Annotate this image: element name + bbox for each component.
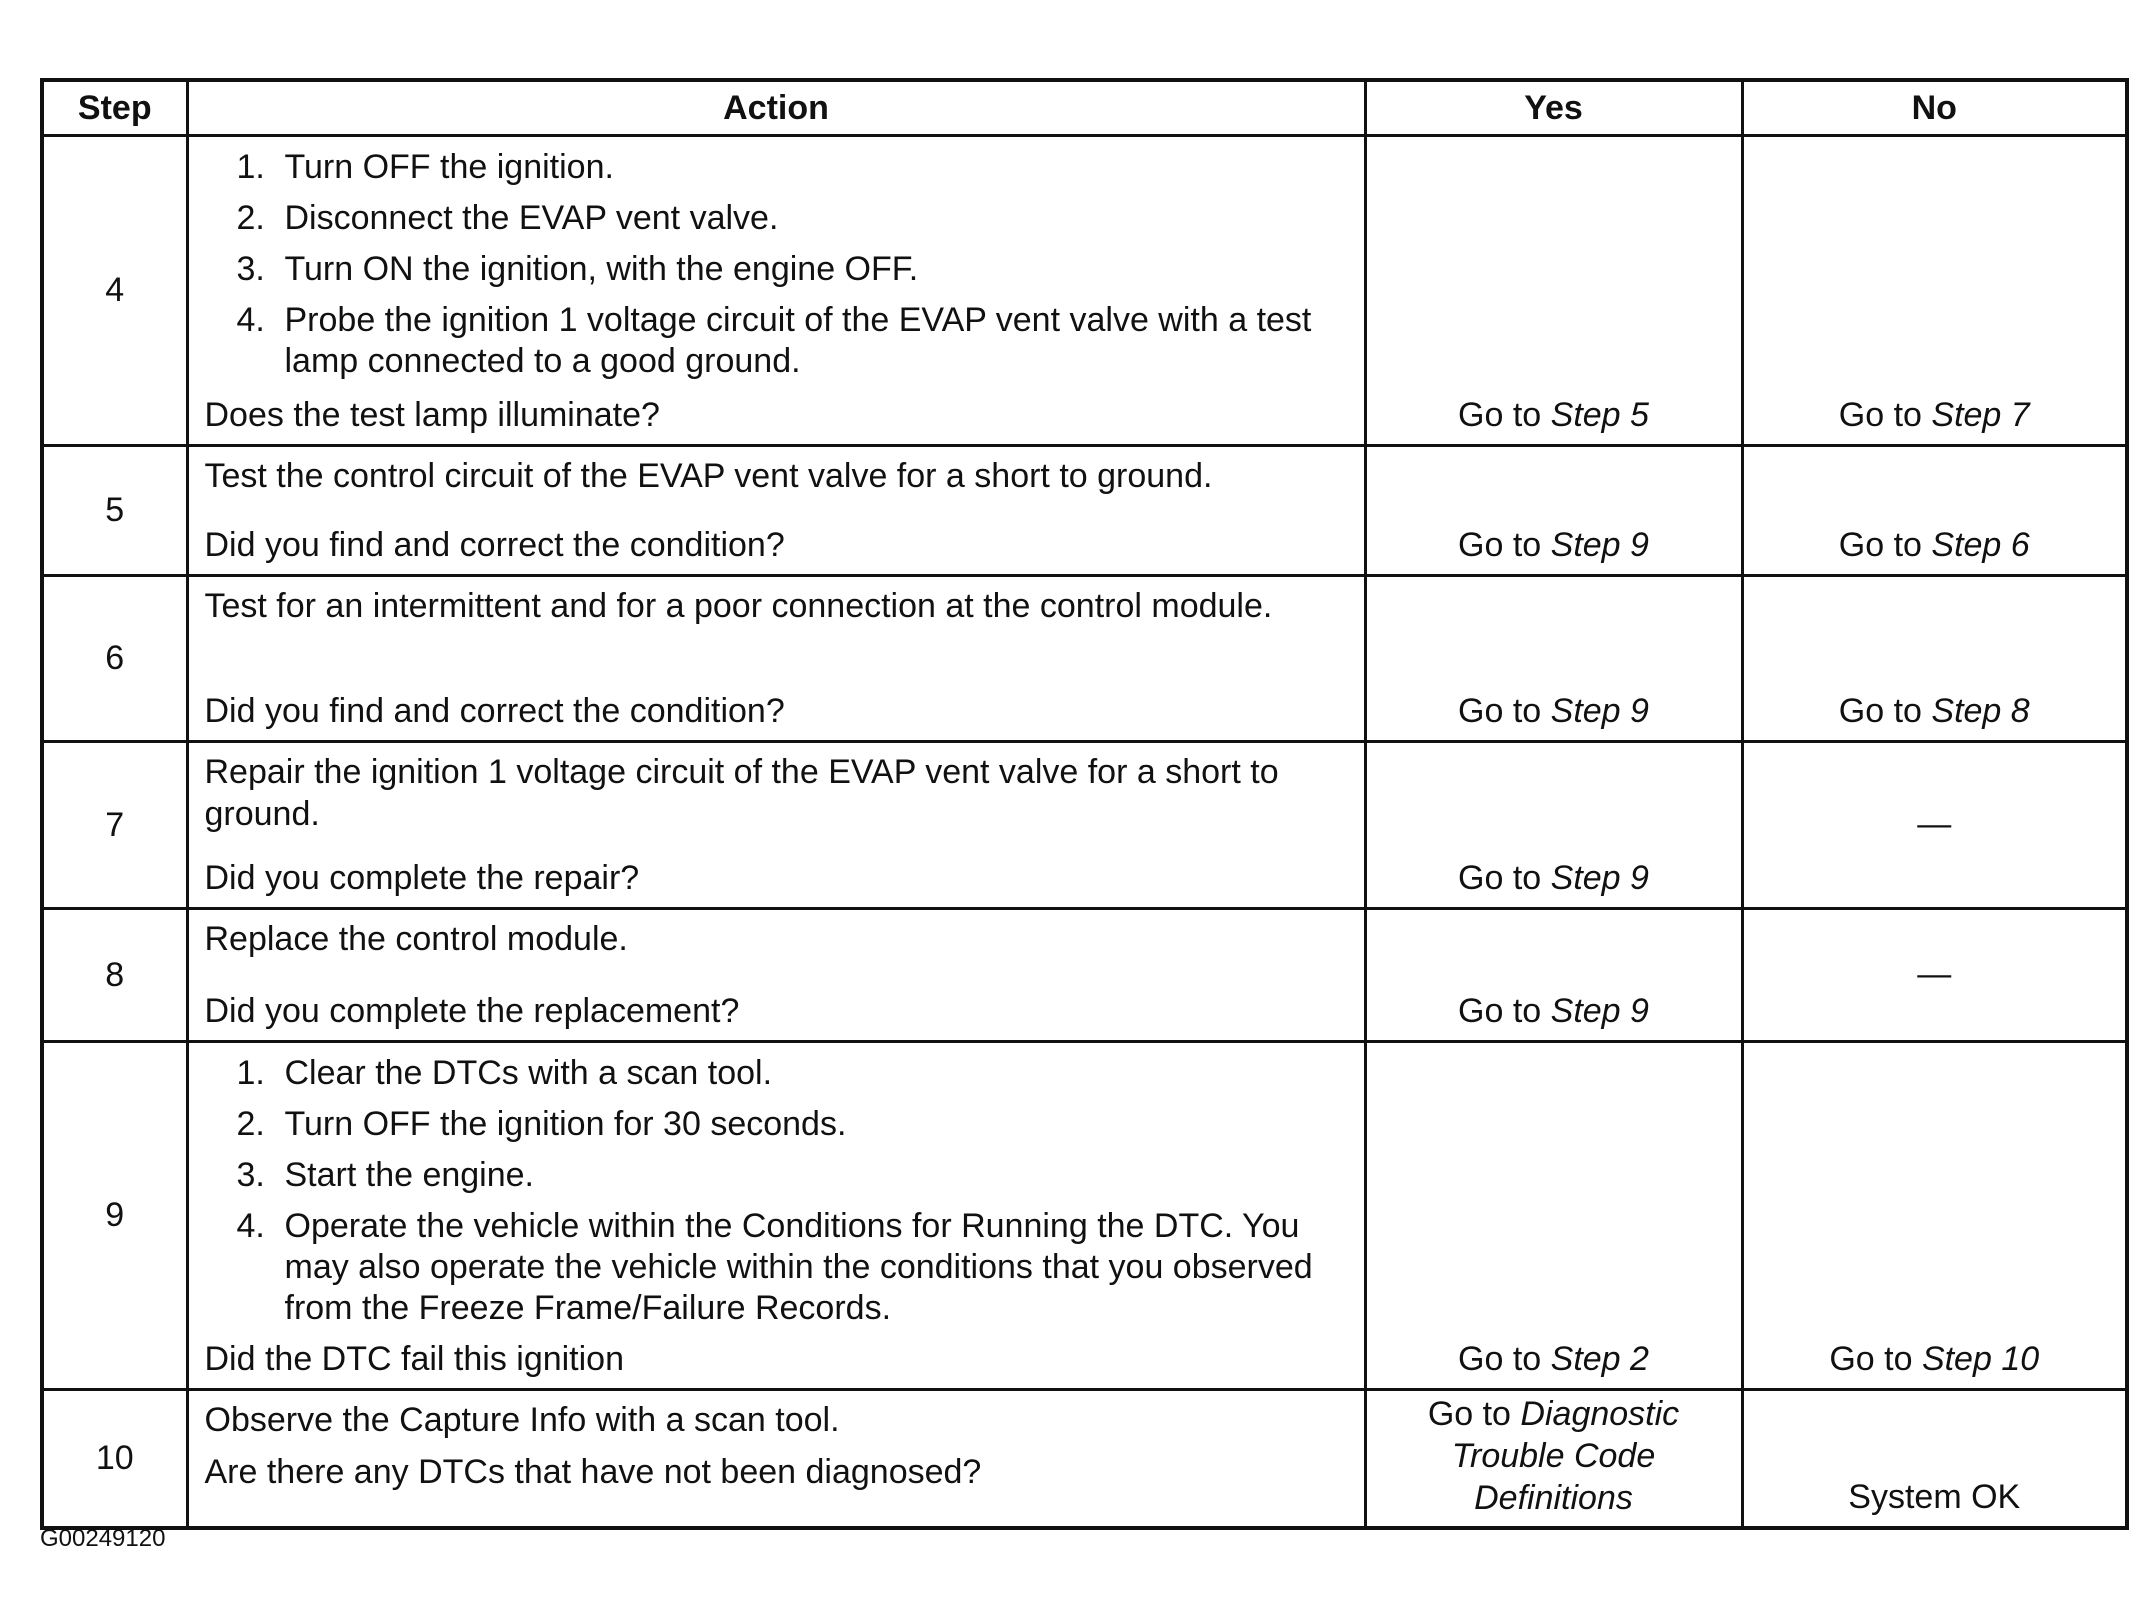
list-item: 3. Start the engine. [236,1156,535,1194]
list-item: 4. Probe the ignition 1 voltage circuit of the EVAP vent valve with a test lamp connected to a good ground. [236,301,1312,380]
action-text: Test for an intermittent and for a poor connection at the control module. [204,587,1273,625]
no-answer: Go to Step 6 [1838,526,2030,564]
yes-cell [1365,1042,1742,1390]
list-item: 1. Turn OFF the ignition. [236,148,614,186]
diagnostic-table [40,78,2129,1530]
action-text: Test the control circuit of the EVAP vent valve for a short to ground. [204,457,1213,495]
question-text: Did you complete the repair? [204,859,640,897]
action-list [189,1043,1364,1329]
action-cell [187,909,1365,1042]
no-cell [1742,446,2127,576]
no-cell [1742,742,2127,909]
no-answer-dash: — [1917,955,1952,993]
yes-answer: Go to Step 9 [1458,526,1649,564]
yes-cell [1365,742,1742,909]
question-text: Did you find and correct the condition? [204,692,785,730]
figure-id: G00249120 [40,1525,166,1552]
yes-cell [1365,136,1742,446]
table-row [42,909,2127,1042]
no-answer-dash: — [1917,805,1952,843]
step-number: 6 [42,576,187,742]
yes-answer: Go to Step 5 [1458,396,1649,434]
no-cell [1742,909,2127,1042]
header-yes: Yes [1365,80,1742,136]
no-answer: Go to Step 7 [1838,396,2030,434]
yes-cell [1365,576,1742,742]
step-number: 10 [42,1390,187,1529]
yes-cell [1365,446,1742,576]
table-row [42,1042,2127,1390]
action-cell [187,1042,1365,1390]
yes-cell [1365,1390,1742,1529]
no-answer: Go to Step 10 [1829,1340,2040,1378]
yes-answer: Go to Step 9 [1458,692,1649,730]
list-item: 2. Disconnect the EVAP vent valve. [236,199,779,237]
list-item: 2. Turn OFF the ignition for 30 seconds. [236,1105,847,1143]
header-step: Step [42,80,187,136]
action-text: Observe the Capture Info with a scan tool. [204,1401,840,1439]
table-row [42,446,2127,576]
question-text: Does the test lamp illuminate? [204,396,660,434]
action-list [189,137,1364,382]
header-row [42,80,2127,136]
action-cell [187,576,1365,742]
no-answer: System OK [1848,1478,2021,1516]
step-number: 5 [42,446,187,576]
table-row [42,136,2127,446]
action-cell [187,742,1365,909]
no-cell [1742,1042,2127,1390]
no-cell [1742,136,2127,446]
yes-cell [1365,909,1742,1042]
list-item: 4. Operate the vehicle within the Conditions for Running the DTC. You may also operate the vehicle within the conditions that you observed from the Freeze Frame/Failure Records. [236,1207,1313,1327]
question-text: Did you find and correct the condition? [204,526,785,564]
action-text: Repair the ignition 1 voltage circuit of the EVAP vent valve for a short to ground. [204,753,1279,833]
action-text: Replace the control module. [204,920,628,958]
no-cell [1742,576,2127,742]
header-no: No [1742,80,2127,136]
question-text: Did the DTC fail this ignition [204,1340,625,1378]
header-action: Action [187,80,1365,136]
yes-answer: Go to Diagnostic Trouble Code Definitions [1427,1395,1680,1517]
step-number: 8 [42,909,187,1042]
step-number: 4 [42,136,187,446]
question-text: Are there any DTCs that have not been diagnosed? [204,1453,982,1491]
action-cell [187,446,1365,576]
step-number: 9 [42,1042,187,1390]
yes-answer: Go to Step 9 [1458,992,1649,1030]
list-item: 1. Clear the DTCs with a scan tool. [236,1054,773,1092]
table-row [42,576,2127,742]
no-cell [1742,1390,2127,1529]
action-cell [187,1390,1365,1529]
question-text: Did you complete the replacement? [204,992,740,1030]
yes-answer: Go to Step 9 [1458,859,1649,897]
action-cell [187,136,1365,446]
list-item: 3. Turn ON the ignition, with the engine OFF. [236,250,919,288]
table-row [42,742,2127,909]
table-row [42,1390,2127,1529]
yes-answer: Go to Step 2 [1458,1340,1649,1378]
no-answer: Go to Step 8 [1838,692,2030,730]
step-number: 7 [42,742,187,909]
